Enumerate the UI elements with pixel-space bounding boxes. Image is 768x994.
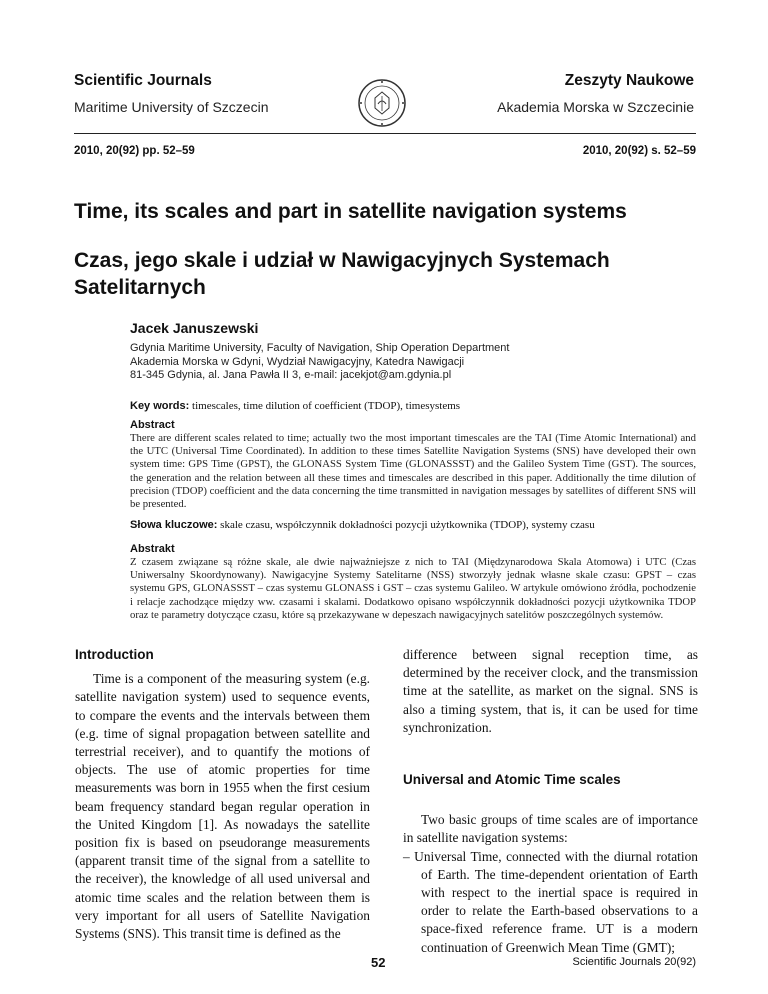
page-number: 52: [371, 955, 386, 970]
keywords-en: [130, 400, 700, 412]
header-divider: [74, 133, 696, 134]
academy-seal-icon: [357, 78, 407, 128]
journal-title-pl: Zeszyty Naukowe: [564, 72, 694, 89]
abstract-pl-heading: Abstrakt: [130, 543, 175, 555]
article-title-pl: Czas, jego skale i udział w Nawigacyjnych Systemach Satelitarnych: [74, 249, 610, 299]
author-name: Jacek Januszewski: [130, 320, 259, 336]
affiliation-line: Akademia Morska w Gdyni, Wydział Nawigacyjny, Katedra Nawigacji: [130, 355, 465, 368]
abstract-text: There are different scales related to time; actually two the most important timescales are the TAI (Time Atomic International) and the UTC (Universal Time Coordinated). In addition to these times Satellite Navigation Systems (SNS) have developed their own system time: GPS Time (GPST), the GLONASS System Time (GLONASSST) and the Galileo System Time (GST). The sources, the generation and the relation between all these times and timescales are described in this paper. Additionally the time dilution of precision (TDOP) coefficient and the data concerning the time transmitted in navigation messages by satellites of different SNS will be presented.: [130, 432, 696, 511]
body-paragraph: Two basic groups of time scales are of importance in satellite navigation systems:: [403, 812, 698, 846]
journal-title-en: Scientific Journals: [74, 72, 212, 89]
volume-info-en: 2010, 20(92) pp. 52–59: [74, 145, 195, 157]
journal-title-pl-block: [497, 72, 694, 115]
keywords-pl-text: skale czasu, współczynnik dokładności pozycji użytkownika (TDOP), systemy czasu: [220, 519, 595, 531]
section-heading-introduction: Introduction: [75, 647, 154, 662]
university-name-en: Maritime University of Szczecin: [74, 99, 269, 115]
journal-title-en-block: [74, 72, 269, 115]
affiliation-line: 81-345 Gdynia, al. Jana Pawła II 3, e-mail: jacekjot@am.gdynia.pl: [130, 369, 452, 381]
keywords-pl-label: Słowa kluczowe:: [130, 519, 218, 531]
footer-journal: Scientific Journals 20(92): [572, 956, 696, 968]
university-name-pl: Akademia Morska w Szczecinie: [497, 99, 694, 115]
keywords-pl: [130, 519, 700, 531]
section-heading-time-scales: Universal and Atomic Time scales: [403, 772, 621, 788]
body-paragraph: difference between signal reception time, as determined by the receiver clock, and the transmission time at the satellite, as market on the signal. SNS is also a timing system, that is, it can be used for time synchronization.: [403, 647, 698, 735]
keywords-text: timescales, time dilution of coefficient (TDOP), timesystems: [192, 400, 461, 412]
article-title-en: Time, its scales and part in satellite navigation systems: [74, 200, 627, 223]
body-paragraph: Time is a component of the measuring system (e.g. satellite navigation system) used to sequence events, to compare the events and the intervals between them (e.g. time of signal propagation between satellite and terrestrial receiver), and to quantify the motions of objects. The use of atomic properties for time measurements was born in 1955 when the first cesium beam frequency standard began regular operation in the United Kingdom [1]. As nowadays the satellite position fix is based on pseudorange measurements (apparent transit time of the signal from a satellite to the receiver), the knowledge of all used universal and atomic time scales and the relation between them is very important for all users of Satellite Navigation Systems (SNS). This transit time is defined as the: [75, 671, 370, 942]
author-affiliation: [130, 342, 690, 383]
list-item: – Universal Time, connected with the diurnal rotation of Earth. The time-dependent orientation of Earth with respect to the inertial space is required in order to relate the Earth-based observations to a space-fixed reference frame. UT is a modern continuation of Greenwich Mean Time (GMT);: [403, 848, 698, 955]
body-left-column: [75, 646, 370, 943]
affiliation-line: Gdynia Maritime University, Faculty of Navigation, Ship Operation Department: [130, 342, 510, 354]
abstract-pl-text: Z czasem związane są różne skale, ale dwie najważniejsze z nich to TAI (Międzynarodowa Skala Atomowa) i UTC (Czas Uniwersalny Skoordynowany). Nawigacyjne Systemy Satelitarne (NSS) stworzyły jednak własne skale czasu: GPST – czas systemu GPS, GLONASSST – czas systemu GLONASS i GST – czas systemu Galileo. W artykule omówiono źródła, pochodzenie i relacje zachodzące między ww. czasami i skalami. Dodatkowo opisano współczynnik dokładności pozycji użytkownika TDOP oraz te parametry dotyczące czasu, które są przekazywane w depeszach nawigacyjnych satelitów poszczególnych systemów.: [130, 556, 696, 621]
volume-info-pl: 2010, 20(92) s. 52–59: [582, 145, 696, 157]
abstract-heading: Abstract: [130, 419, 175, 431]
body-right-column: [403, 646, 698, 957]
keywords-label: Key words:: [130, 400, 190, 412]
